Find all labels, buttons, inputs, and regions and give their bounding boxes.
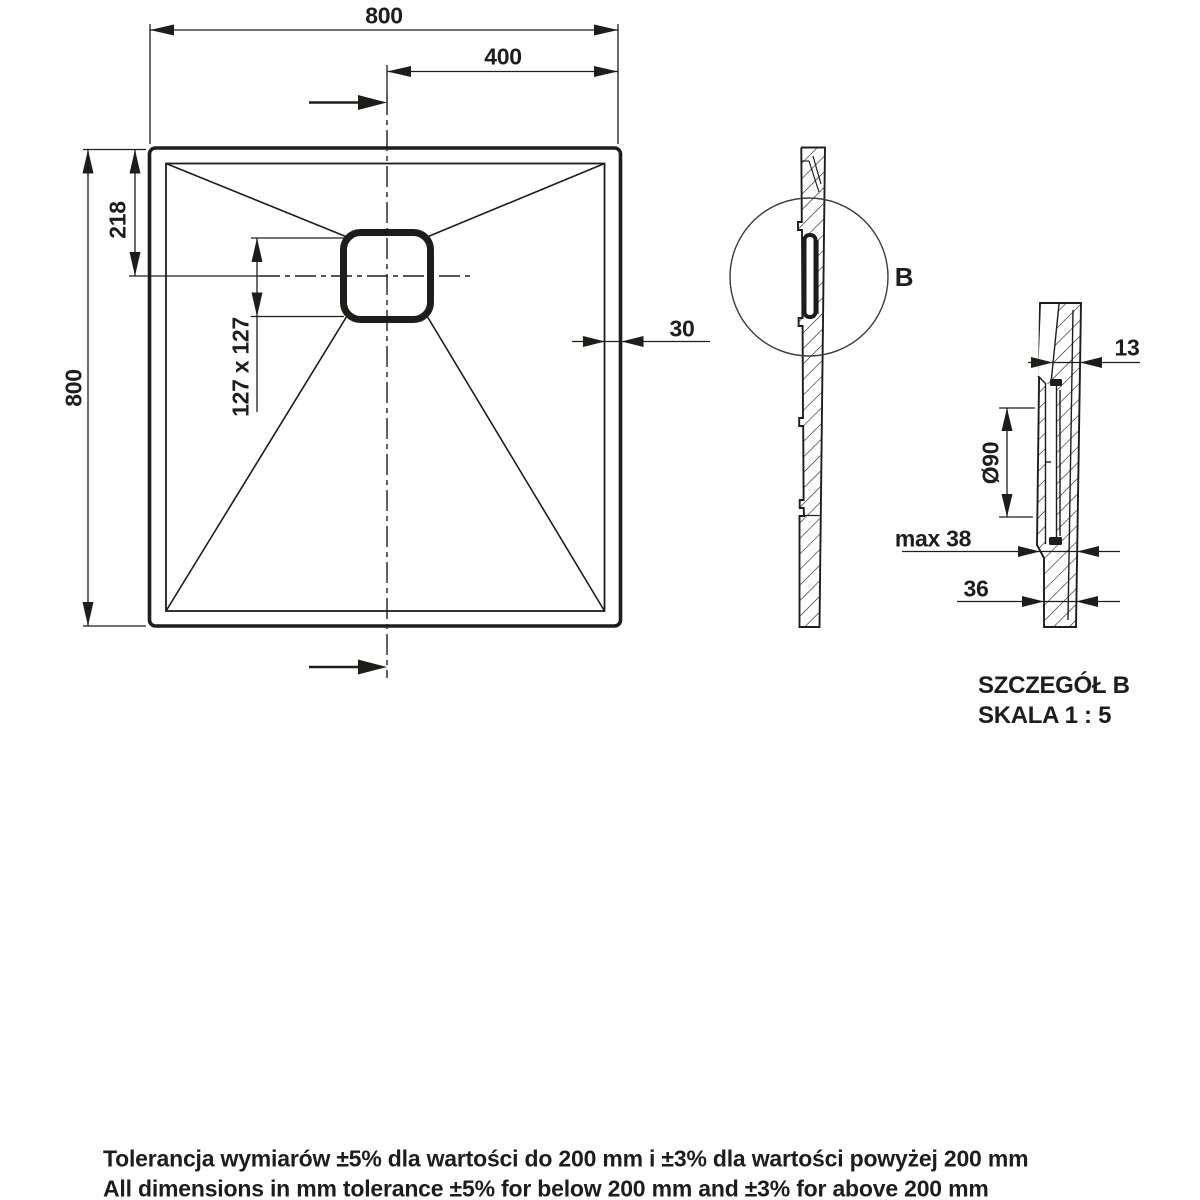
detail-marker-label: B xyxy=(894,262,914,292)
dim-label-center-to-edge: 400 xyxy=(484,43,522,70)
section-arrow-top xyxy=(309,95,387,110)
plan-view xyxy=(83,24,711,678)
detail-scale: SKALA 1 : 5 xyxy=(978,702,1112,729)
tray-outer-edge xyxy=(150,148,621,626)
plan-centerlines xyxy=(259,94,470,678)
section-view xyxy=(730,148,888,628)
dim-label-rim-width: 30 xyxy=(669,315,695,342)
dim-label-edge-to-drain: 218 xyxy=(104,201,131,239)
dim-127x127 xyxy=(251,238,344,412)
dim-label-width-top: 800 xyxy=(365,2,403,29)
dim-label-drain-diameter: Ø90 xyxy=(977,441,1004,485)
dim-label-height-left: 800 xyxy=(60,369,87,407)
detail-title: SZCZEGÓŁ B xyxy=(978,672,1130,699)
tolerance-note-pl: Tolerancja wymiarów ±5% dla wartości do 200 mm i ±3% dla wartości powyżej 200 mm xyxy=(103,1145,1029,1172)
detail-drain-channel xyxy=(1046,384,1057,544)
dim-label-drain-outlet: 127 x 127 xyxy=(227,317,254,417)
dim-label-base-thickness: 36 xyxy=(963,575,989,602)
dim-label-top-edge: 13 xyxy=(1114,334,1140,361)
dim-label-max-thickness: max 38 xyxy=(894,525,972,552)
detail-view xyxy=(902,303,1140,627)
section-profile xyxy=(798,148,825,628)
detail-seal-bottom xyxy=(1049,537,1062,545)
section-drain-pocket xyxy=(805,235,816,317)
section-arrow-bottom xyxy=(309,660,387,675)
detail-seal-top xyxy=(1050,379,1062,386)
dim-800-top xyxy=(150,24,618,144)
dim-o90 xyxy=(999,408,1035,517)
tolerance-note-en: All dimensions in mm tolerance ±5% for below 200 mm and ±3% for above 200 mm xyxy=(103,1175,989,1200)
